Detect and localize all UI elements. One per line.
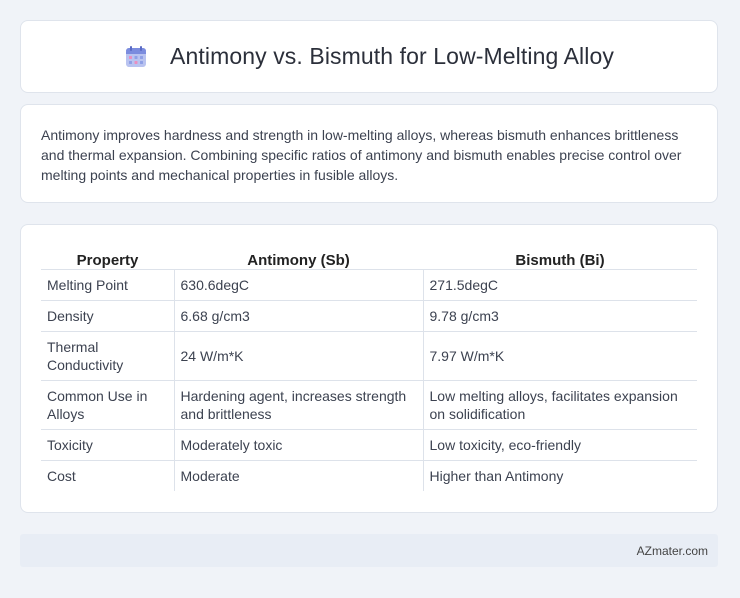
description-card — [20, 104, 718, 203]
comparison-table-card — [20, 224, 718, 513]
bismuth-cell: 7.97 W/m*K — [423, 332, 697, 381]
table-row — [41, 332, 697, 381]
antimony-cell: 630.6degC — [174, 270, 423, 301]
page-title: Antimony vs. Bismuth for Low-Melting Alloy — [170, 43, 614, 69]
antimony-cell: 6.68 g/cm3 — [174, 301, 423, 332]
column-header-antimony: Antimony (Sb) — [174, 245, 423, 270]
footer-brand-link[interactable]: AZmater.com — [636, 543, 708, 558]
column-header-bismuth: Bismuth (Bi) — [423, 245, 697, 270]
table-header-row — [41, 245, 697, 270]
table-row — [41, 301, 697, 332]
bismuth-cell: Low melting alloys, facilitates expansion on solidification — [423, 381, 697, 430]
antimony-cell: Moderate — [174, 461, 423, 492]
antimony-cell: Hardening agent, increases strength and brittleness — [174, 381, 423, 430]
column-header-property: Property — [41, 245, 174, 270]
bismuth-cell: 9.78 g/cm3 — [423, 301, 697, 332]
antimony-cell: 24 W/m*K — [174, 332, 423, 381]
bismuth-cell: Higher than Antimony — [429, 468, 564, 484]
table-row — [41, 430, 697, 461]
table-row — [41, 270, 697, 301]
property-cell: Thermal Conductivity — [41, 332, 174, 381]
footer-bar — [20, 534, 718, 567]
property-cell: Cost — [41, 461, 174, 492]
table-row — [41, 381, 697, 430]
comparison-table — [41, 245, 697, 491]
title-card — [20, 20, 718, 93]
title-wrap — [124, 43, 614, 70]
antimony-cell: Moderately toxic — [174, 430, 423, 461]
property-cell: Common Use in Alloys — [41, 381, 174, 430]
calendar-icon — [124, 45, 148, 69]
bismuth-cell: Low toxicity, eco-friendly — [423, 430, 697, 461]
property-cell: Toxicity — [41, 430, 174, 461]
description-text: Antimony improves hardness and strength in low-melting alloys, whereas bismuth enhances brittleness and thermal expansion. Combining specific ratios of antimony and bismuth enables precise control over melting points and mechanical properties in fusible alloys. — [41, 127, 682, 183]
property-cell: Density — [41, 301, 174, 332]
property-cell: Melting Point — [41, 270, 174, 301]
table-row — [41, 461, 697, 492]
bismuth-cell: 271.5degC — [423, 270, 697, 301]
